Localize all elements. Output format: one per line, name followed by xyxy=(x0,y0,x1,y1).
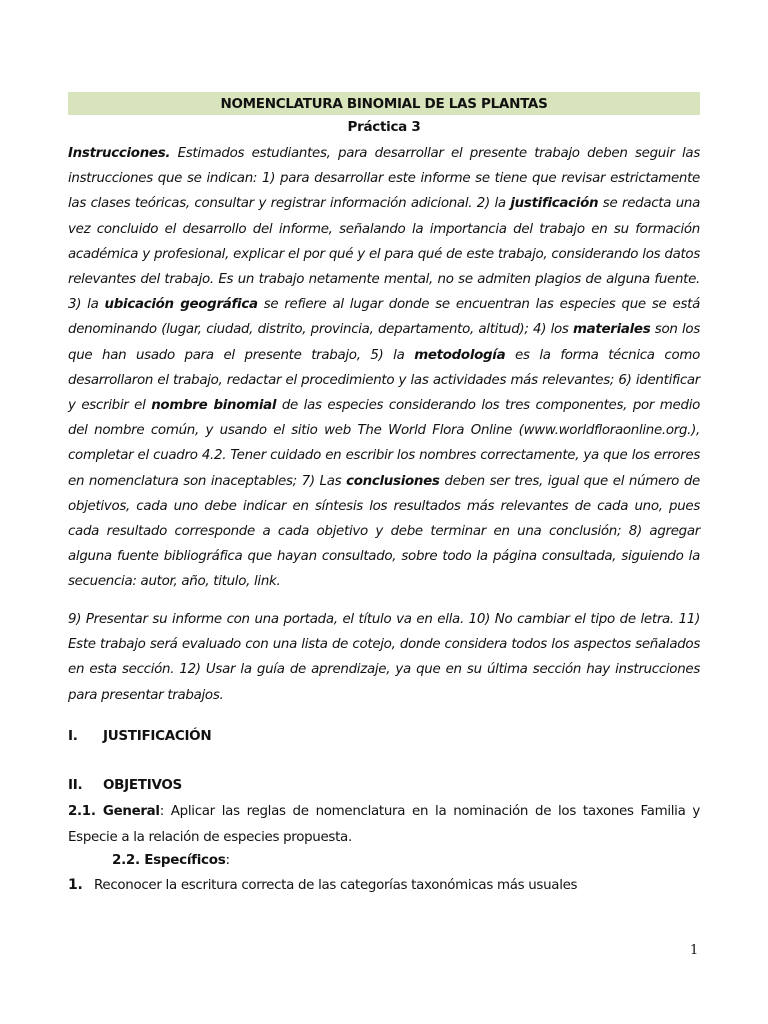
instructions-text-4: son los que han usado para el presente trabajo, 5) la xyxy=(68,322,700,363)
instructions-text-2: se redacta una vez concluido el desarrollo del informe, señalando la importancia del trabajo en su formación académica y profesional, explicar el por qué y el para qué de este trabajo, considerando los datos relevantes del trabajo. Es un trabajo netamente mental, no se admiten plagios de alguna fuente. 3) la xyxy=(68,196,701,313)
instructions-text-7: deben ser tres, igual que el número de objetivos, cada uno debe indicar en síntesis los resultados más relevantes de cada uno, pues cada resultado corresponde a cada objetivo y debe terminar en una conclusión; 8) agregar alguna fuente bibliográfica que hayan consultado, sobre todo la página consultada, siguiendo la secuencia: autor, año, titulo, link. xyxy=(68,473,700,590)
objective-general xyxy=(68,799,700,850)
instructions-text-5: es la forma técnica como desarrollaron el trabajo, redactar el procedimiento y las actividades más relevantes; 6) identificar y escribir el xyxy=(68,347,700,414)
practice-subtitle: Práctica 3 xyxy=(347,119,421,135)
instructions-text-6: de las especies considerando los tres componentes, por medio del nombre común, y usando el sitio web The World Flora Online (www.worldfloraonline.org.), completar el cuadro 4.2. Tener cuidado en escribir los nombres correctamente, ya que los errores en nomenclatura son inaceptables; 7) Las xyxy=(68,398,701,489)
document-title: NOMENCLATURA BINOMIAL DE LAS PLANTAS xyxy=(220,95,548,112)
keyword-metodologia: metodología xyxy=(414,347,506,363)
general-label: 2.1. General xyxy=(68,804,160,819)
instructions-label: Instrucciones. xyxy=(68,146,171,161)
keyword-nombre-binomial: nombre binomial xyxy=(151,398,277,414)
instructions-paragraph-2: 9) Presentar su informe con una portada, el título va en ella. 10) No cambiar el tipo de letra. 11) Este trabajo será evaluado con una lista de cotejo, donde considera todos los aspectos señalados en esta sección. 12) Usar la guía de aprendizaje, ya que en su última sección hay instrucciones para presentar trabajos. xyxy=(68,612,700,703)
section-number: II. xyxy=(68,777,83,793)
keyword-conclusiones: conclusiones xyxy=(346,473,440,489)
instructions-paragraph xyxy=(68,141,700,595)
general-text: : Aplicar las reglas de nomenclatura en la nominación de los taxones Familia y Especie a la relación de especies propuesta. xyxy=(68,804,700,845)
keyword-justificacion: justificación xyxy=(510,196,599,212)
instructions-text-3: se refiere al lugar donde se encuentran las especies que se está denominando (lugar, ciudad, distrito, provincia, departamento, altitud); 4) los xyxy=(68,297,700,338)
instructions-text-1: Estimados estudiantes, para desarrollar el presente trabajo deben seguir las instrucciones que se indican: 1) para desarrollar este informe se tiene que revisar estrictamente las clases teóricas, consultar y registrar información adicional. 2) la xyxy=(68,146,700,212)
list-item-text: Reconocer la escritura correcta de las categorías taxonómicas más usuales xyxy=(94,878,578,893)
section-title: JUSTIFICACIÓN xyxy=(103,728,212,744)
keyword-materiales: materiales xyxy=(573,322,651,338)
page-number: 1 xyxy=(690,943,699,958)
section-number: I. xyxy=(68,728,78,744)
section-justificacion-heading xyxy=(68,728,211,744)
section-title: OBJETIVOS xyxy=(103,777,182,793)
list-item-number: 1. xyxy=(68,877,83,893)
section-objetivos-heading xyxy=(68,777,182,793)
title-banner xyxy=(68,92,700,115)
objective-specific-heading xyxy=(112,852,230,868)
specific-colon: : xyxy=(225,852,230,868)
specific-label: 2.2. Específicos xyxy=(112,852,226,868)
list-item xyxy=(68,877,577,893)
keyword-ubicacion: ubicación geográfica xyxy=(104,297,258,313)
